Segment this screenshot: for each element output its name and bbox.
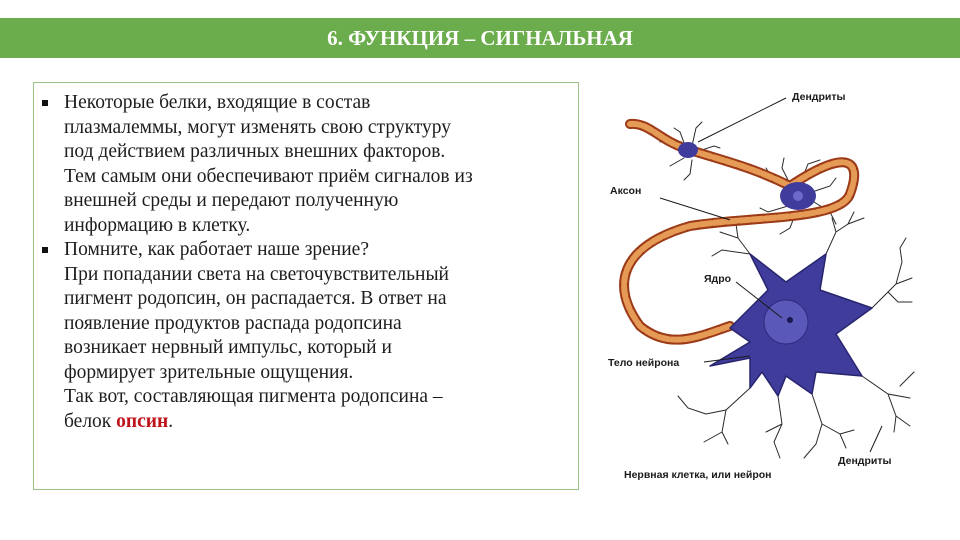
bullet-1-line-3: под действием различных внешних факторов. <box>64 141 446 162</box>
bullet-1-line-4: Тем самым они обеспечивают приём сигналов из <box>64 165 473 187</box>
bullet-2-line-5: возникает нервный импульс, который и <box>64 337 392 358</box>
label-axon: Аксон <box>610 185 642 197</box>
label-dendrites-bottom: Дендриты <box>838 455 892 467</box>
bullet-2-line-1: Помните, как работает наше зрение? <box>64 239 369 260</box>
bullet-1-line-2: плазмалеммы, могут изменять свою структуру <box>64 116 452 138</box>
last-line-prefix: белок <box>64 410 117 432</box>
text-box <box>33 82 579 490</box>
bullet-2-line-4: появление продуктов распада родопсина <box>64 312 402 334</box>
opsin-highlight: опсин <box>116 410 169 432</box>
slide-title: 6. ФУНКЦИЯ – СИГНАЛЬНАЯ <box>0 18 960 58</box>
bullet-item-membrane-proteins <box>64 91 564 238</box>
bullet-item-vision <box>64 238 564 434</box>
bullet-2-line-3: пигмент родопсин, он распадается. В ответ на <box>64 288 447 309</box>
label-dendrites-top: Дендриты <box>792 91 846 103</box>
figure-caption: Нервная клетка, или нейрон <box>624 469 772 481</box>
bullet-1-line-1: Некоторые белки, входящие в состав <box>64 92 371 113</box>
last-line-suffix: . <box>168 410 174 432</box>
bullet-2-line-2: При попадании света на светочувствительный <box>64 263 449 285</box>
bullet-1-line-5: внешней среды и передают полученную <box>64 190 399 211</box>
neuron-illustration <box>600 76 930 496</box>
neuron-figure <box>600 76 930 496</box>
label-cell-body: Тело нейрона <box>608 357 680 369</box>
nucleus <box>764 300 808 344</box>
bullet-2-line-8 <box>64 410 564 435</box>
small-neuron-top <box>678 142 698 158</box>
bullet-1-line-6: информацию в клетку. <box>64 214 251 236</box>
label-nucleus: Ядро <box>704 273 732 285</box>
bullet-2-line-6: формирует зрительные ощущения. <box>64 361 354 383</box>
bullet-list <box>34 83 578 434</box>
bullet-2-line-7: Так вот, составляющая пигмента родопсина – <box>64 386 443 407</box>
